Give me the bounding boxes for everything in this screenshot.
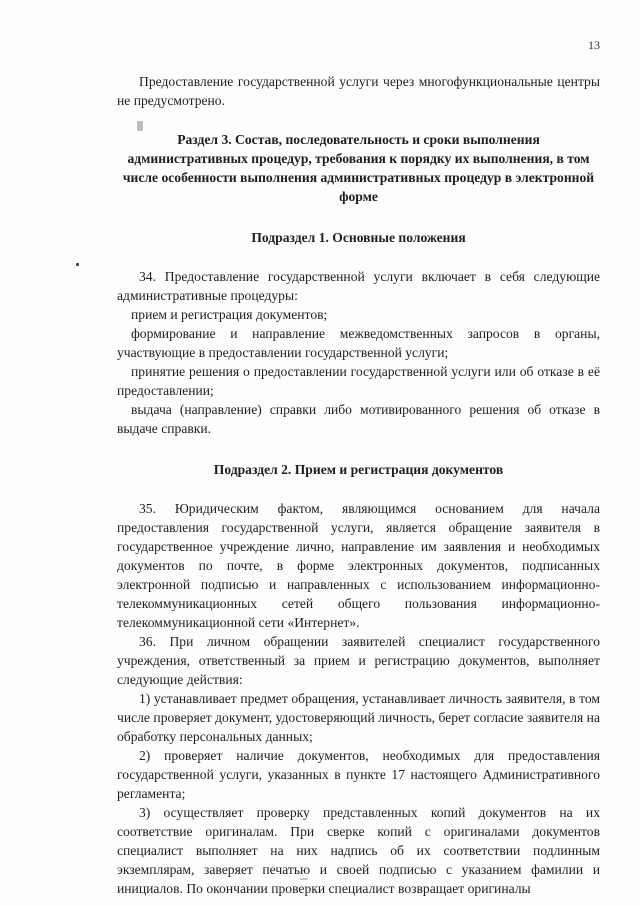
paragraph-34: 34. Предоставление государственной услуги включает в себя следующие административные процедуры: [117, 269, 600, 303]
page-number: 13 [588, 38, 600, 52]
subsection-2-title: Подраздел 2. Прием и регистрация документов [213, 462, 504, 477]
intro-paragraph: Предоставление государственной услуги через многофункциональные центры не предусмотрено. [117, 74, 600, 108]
paragraph-35: 35. Юридическим фактом, являющимся основанием для начала предоставления государственной услуги, является обращение заявителя в государственное учреждение лично, направление им заявления и необходимых документов по почте, в форме электронных документов, подписанных электронной подписью и направленных с использованием информационно-телекоммуникационных сетей общего пользования информационно-телекоммуникационной сети «Интернет». [117, 501, 600, 630]
action-item-1: 1) устанавливает предмет обращения, устанавливает личность заявителя, в том числе проверяет документ, удостоверяющий личность, берет согласие заявителя на обработку персональных данных; [117, 691, 600, 744]
scan-speck [76, 263, 79, 266]
section-3-title: Раздел 3. Состав, последовательность и сроки выполнения административных процедур, требования к порядку их выполнения, в том числе особенности выполнения административных процедур в электронной форме [122, 132, 595, 204]
procedure-item-4: выдача (направление) справки либо мотивированного решения об отказе в выдаче справки. [117, 402, 600, 436]
document-body [117, 72, 600, 898]
procedure-item-2: формирование и направление межведомственных запросов в органы, участвующие в предоставлении государственной услуги; [117, 326, 600, 360]
procedure-item-1: прием и регистрация документов; [131, 307, 328, 322]
action-item-2: 2) проверяет наличие документов, необходимых для предоставления государственной услуги, указанных в пункте 17 настоящего Административного регламента; [117, 748, 600, 801]
paragraph-36: 36. При личном обращении заявителей специалист государственного учреждения, ответственный за прием и регистрацию документов, выполняет следующие действия: [117, 634, 600, 687]
procedure-item-3: принятие решения о предоставлении государственной услуги или об отказе в её предоставлении; [117, 364, 600, 398]
subsection-1-title: Подраздел 1. Основные положения [251, 230, 466, 245]
action-item-3: 3) осуществляет проверку представленных копий документов на их соответствие оригиналам. При сверке копий с оригиналами документов специалист выполняет на них надпись об их соответствии подлинным экземплярам, заверяет печатью и своей подписью с указанием фамилии и инициалов. По окончании проверки специалист возвращает оригиналы [117, 805, 600, 896]
